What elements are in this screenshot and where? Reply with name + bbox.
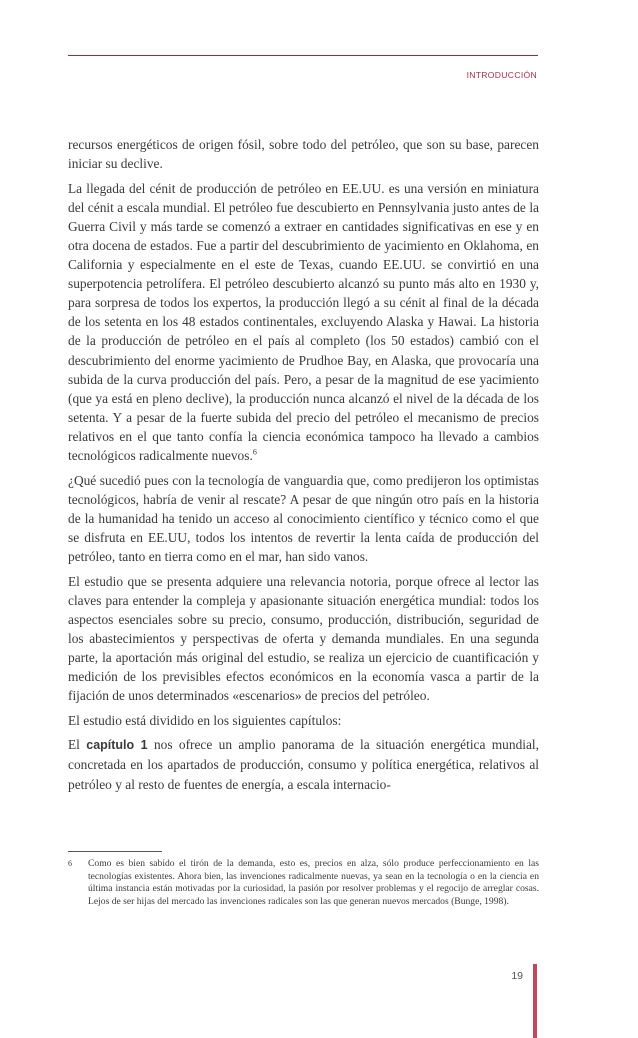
body-text: [68, 135, 539, 799]
paragraph: [68, 179, 539, 465]
page-accent-bar: [533, 964, 537, 1038]
paragraph: El estudio que se presenta adquiere una relevancia notoria, porque ofrece al lector las claves para entender la compleja y apasionante situación energética mundial: todos los aspectos esenciales sobre su precio, consumo, producción, distribución, seguridad de los abastecimientos y perspectivas de oferta y demanda mundiales. En una segunda parte, la aportación más original del estudio, se realiza un ejercicio de cuantificación y medición de los previsibles efectos económicos en la economía vasca a partir de la fijación de unos determinados «escenarios» de precios del petróleo.: [68, 573, 539, 704]
header-rule: [68, 55, 538, 56]
paragraph-lead: El: [68, 737, 80, 753]
footnote-reference[interactable]: 6: [252, 447, 257, 457]
running-head: INTRODUCCIÓN: [466, 70, 537, 80]
footnote-rule: [68, 851, 162, 852]
chapter-reference: capítulo 1: [86, 738, 148, 753]
footnote-number: 6: [68, 859, 72, 868]
paragraph-text: La llegada del cénit de producción de petróleo en EE.UU. es una versión en miniatura del cénit a escala mundial. El petróleo fue descubierto en Pennsylvania justo antes de la Guerra Civil y más tarde se comenzó a extraer en cantidades significativas en ese y en otra docena de estados. Fue a partir del descubrimiento de yacimiento en Oklahoma, en California y especialmente en el este de Texas, cuando EE.UU. se convirtió en una superpotencia petrolífera. El petróleo descubierto alcanzó su punto más alto en 1930 y, para sorpresa de todos los expertos, la producción llegó a su cénit al final de la década de los setenta en los 48 estados continentales, excluyendo Alaska y Hawai. La historia de la producción de petróleo en el país al completo (los 50 estados) cambió con el descubrimiento del enorme yacimiento de Prudhoe Bay, en Alaska, que provocaría una subida de la curva producción del país. Pero, a pesar de la magnitud de ese yacimiento (que ya está en pleno declive), la producción nunca alcanzó el nivel de la década de los setenta. Y a pesar de la fuerte subida del precio del petróleo el mecanismo de precios relativos en el que tanto confía la ciencia económica tampoco ha llevado a cambios tecnológicos radicalmente nuevos.: [68, 180, 539, 463]
paragraph: recursos energéticos de origen fósil, sobre todo del petróleo, que son su base, parecen iniciar su declive.: [68, 137, 539, 172]
footnote: [68, 858, 539, 909]
paragraph: ¿Qué sucedió pues con la tecnología de vanguardia que, como predijeron los optimistas tecnológicos, habría de venir al rescate? A pesar de que ningún otro país en la historia de la humanidad ha tenido un acceso al conocimiento científico y técnico como el que se disfruta en EE.UU, todos los intentos de revertir la lenta caída de producción del petróleo, tanto en tierra como en el mar, han sido vanos.: [68, 472, 539, 564]
footnote-text: Como es bien sabido el tirón de la demanda, esto es, precios en alza, sólo produce perfeccionamiento en las tecnologías existentes. Ahora bien, las invenciones radicalmente nuevas, ya sean en la tecnología o en la ciencia en última instancia están motivadas por la curiosidad, la pasión por resolver problemas y el regocijo de arreglar cosas. Lejos de ser hijas del mercado las invenciones radicales son las que generan nuevos mercados (Bunge, 1998).: [88, 858, 539, 908]
paragraph-text: nos ofrece un amplio panorama de la situación energética mundial, concretada en los apartados de producción, consumo y política energética, relativos al petróleo y al resto de fuentes de energía, a escala internacio-: [68, 737, 540, 792]
paragraph: [68, 735, 539, 793]
paragraph: El estudio está dividido en los siguientes capítulos:: [68, 712, 342, 728]
page-number: 19: [511, 970, 523, 982]
